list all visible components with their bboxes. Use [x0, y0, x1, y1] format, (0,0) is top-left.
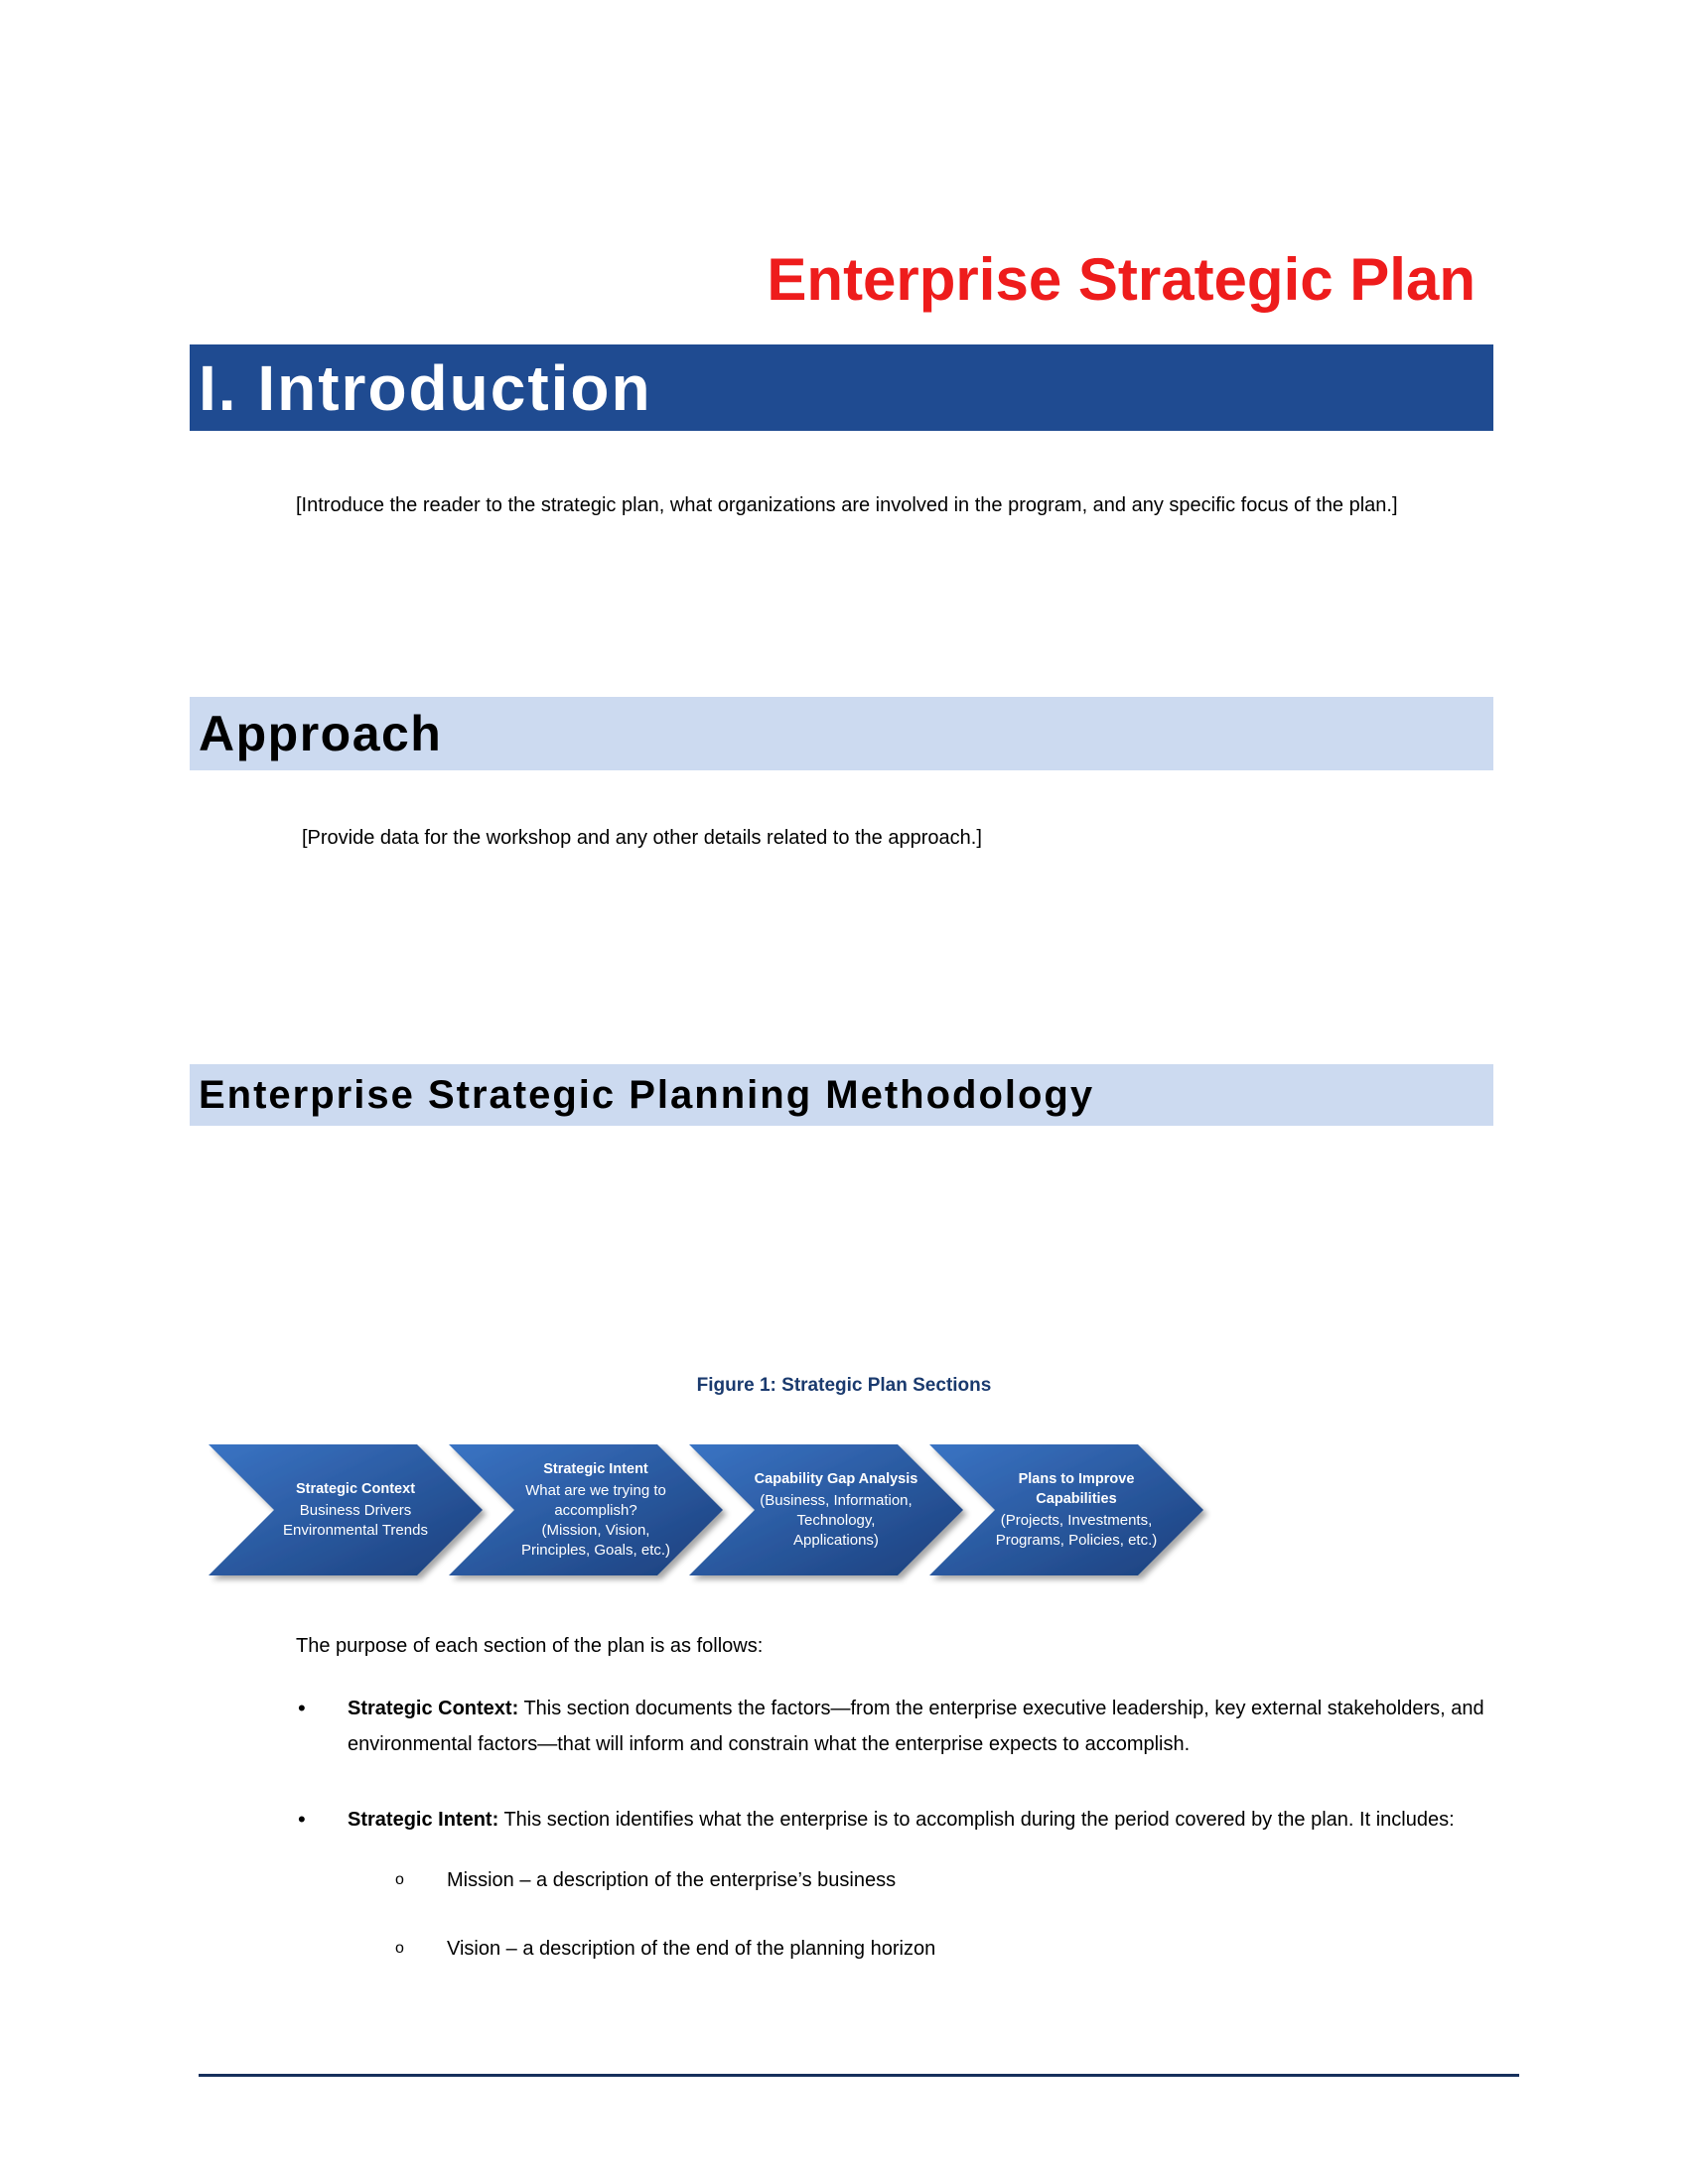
sub-bullet-vision: Vision – a description of the end of the planning horizon — [447, 1938, 936, 1960]
figure-caption: Figure 1: Strategic Plan Sections — [696, 1375, 992, 1396]
bullet-marker: • — [298, 1696, 306, 1720]
step-title: Capability Gap Analysis — [754, 1471, 918, 1487]
sub-bullet-marker: o — [395, 1940, 404, 1957]
methodology-heading: Enterprise Strategic Planning Methodology — [190, 1064, 1493, 1126]
approach-heading: Approach — [190, 697, 1493, 770]
chevron-label-strategic-intent — [496, 1444, 695, 1575]
introduction-heading: I. Introduction — [190, 344, 1493, 431]
chevron-label-strategic-context — [256, 1444, 455, 1575]
chevron-label-capability-gap-analysis — [737, 1444, 935, 1575]
bullet-term: Strategic Intent: — [348, 1809, 499, 1831]
step-body: What are we trying to accomplish? (Mission, Vision, Principles, Goals, etc.) — [520, 1482, 671, 1559]
bullet-description: This section identifies what the enterprise is to accomplish during the period covered by the plan. It includes: — [498, 1809, 1455, 1831]
sub-bullet-marker: o — [395, 1871, 404, 1888]
chevron-label-plans-to-improve — [977, 1444, 1176, 1575]
introduction-body: [Introduce the reader to the strategic plan, what organizations are involved in the program, and any specific focus of the plan.] — [296, 494, 1398, 516]
bullet-description: This section documents the factors—from the enterprise executive leadership, key external stakeholders, and environmental factors—that will inform and constrain what the enterprise expects to accomplish. — [348, 1698, 1484, 1755]
strategic-plan-sections-diagram — [209, 1444, 1211, 1593]
step-body: Business Drivers Environmental Trends — [283, 1502, 428, 1539]
step-body: (Projects, Investments, Programs, Policies, etc.) — [995, 1512, 1158, 1549]
bullet-strategic-context — [348, 1691, 1489, 1762]
bullet-strategic-intent — [348, 1802, 1489, 1838]
step-title: Strategic Intent — [543, 1461, 648, 1477]
sub-bullet-mission: Mission – a description of the enterprise’s business — [447, 1869, 897, 1891]
purpose-intro: The purpose of each section of the plan is as follows: — [296, 1635, 764, 1657]
bullet-term: Strategic Context: — [348, 1698, 519, 1719]
step-title: Strategic Context — [295, 1481, 416, 1497]
document-title: Enterprise Strategic Plan — [767, 246, 1476, 313]
step-title: Plans to Improve Capabilities — [1018, 1471, 1135, 1507]
approach-body: [Provide data for the workshop and any other details related to the approach.] — [302, 827, 982, 849]
footer-divider — [199, 2074, 1519, 2077]
bullet-marker: • — [298, 1807, 306, 1832]
step-body: (Business, Information, Technology, Applications) — [760, 1492, 913, 1549]
